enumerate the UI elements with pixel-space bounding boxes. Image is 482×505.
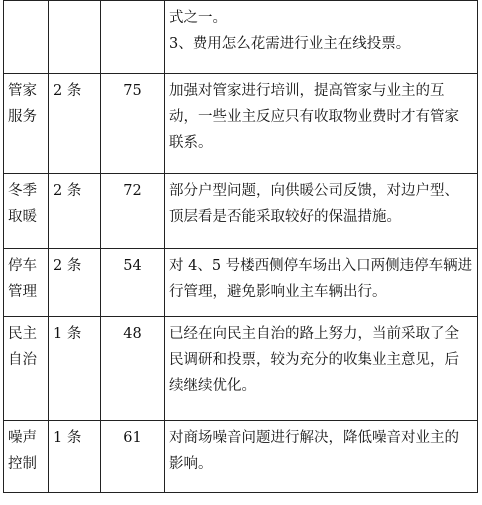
response-cell: 部分户型问题，向供暖公司反馈，对边户型、顶层看是否能采取较好的保温措施。 xyxy=(165,174,478,249)
category-cell xyxy=(4,1,49,74)
score-cell: 48 xyxy=(101,317,165,421)
table-row xyxy=(4,174,478,249)
category-cell: 冬季取暖 xyxy=(4,174,49,249)
response-cell: 对商场噪音问题进行解决，降低噪音对业主的影响。 xyxy=(165,421,478,493)
category-cell: 管家服务 xyxy=(4,74,49,174)
category-cell: 停车管理 xyxy=(4,249,49,317)
response-line: 3、费用怎么花需进行业主在线投票。 xyxy=(169,36,411,52)
feedback-table xyxy=(3,0,478,493)
score-cell: 72 xyxy=(101,174,165,249)
table-row xyxy=(4,249,478,317)
response-cell: 对 4、5 号楼西侧停车场出入口两侧违停车辆进行管理，避免影响业主车辆出行。 xyxy=(165,249,478,317)
category-cell: 民主自治 xyxy=(4,317,49,421)
table-row-continuation xyxy=(4,1,478,74)
count-cell: 2 条 xyxy=(49,174,101,249)
table-row xyxy=(4,421,478,493)
score-cell: 75 xyxy=(101,74,165,174)
score-cell: 54 xyxy=(101,249,165,317)
count-cell xyxy=(49,1,101,74)
category-cell: 噪声控制 xyxy=(4,421,49,493)
response-cell: 已经在向民主自治的路上努力，当前采取了全民调研和投票，较为充分的收集业主意见，后续继续优化。 xyxy=(165,317,478,421)
table-row xyxy=(4,74,478,174)
response-line: 式之一。 xyxy=(169,10,227,26)
response-cell xyxy=(165,1,478,74)
response-cell: 加强对管家进行培训，提高管家与业主的互动，一些业主反应只有收取物业费时才有管家联系。 xyxy=(165,74,478,174)
table-row xyxy=(4,317,478,421)
count-cell: 1 条 xyxy=(49,421,101,493)
count-cell: 1 条 xyxy=(49,317,101,421)
score-cell xyxy=(101,1,165,74)
count-cell: 2 条 xyxy=(49,74,101,174)
count-cell: 2 条 xyxy=(49,249,101,317)
score-cell: 61 xyxy=(101,421,165,493)
